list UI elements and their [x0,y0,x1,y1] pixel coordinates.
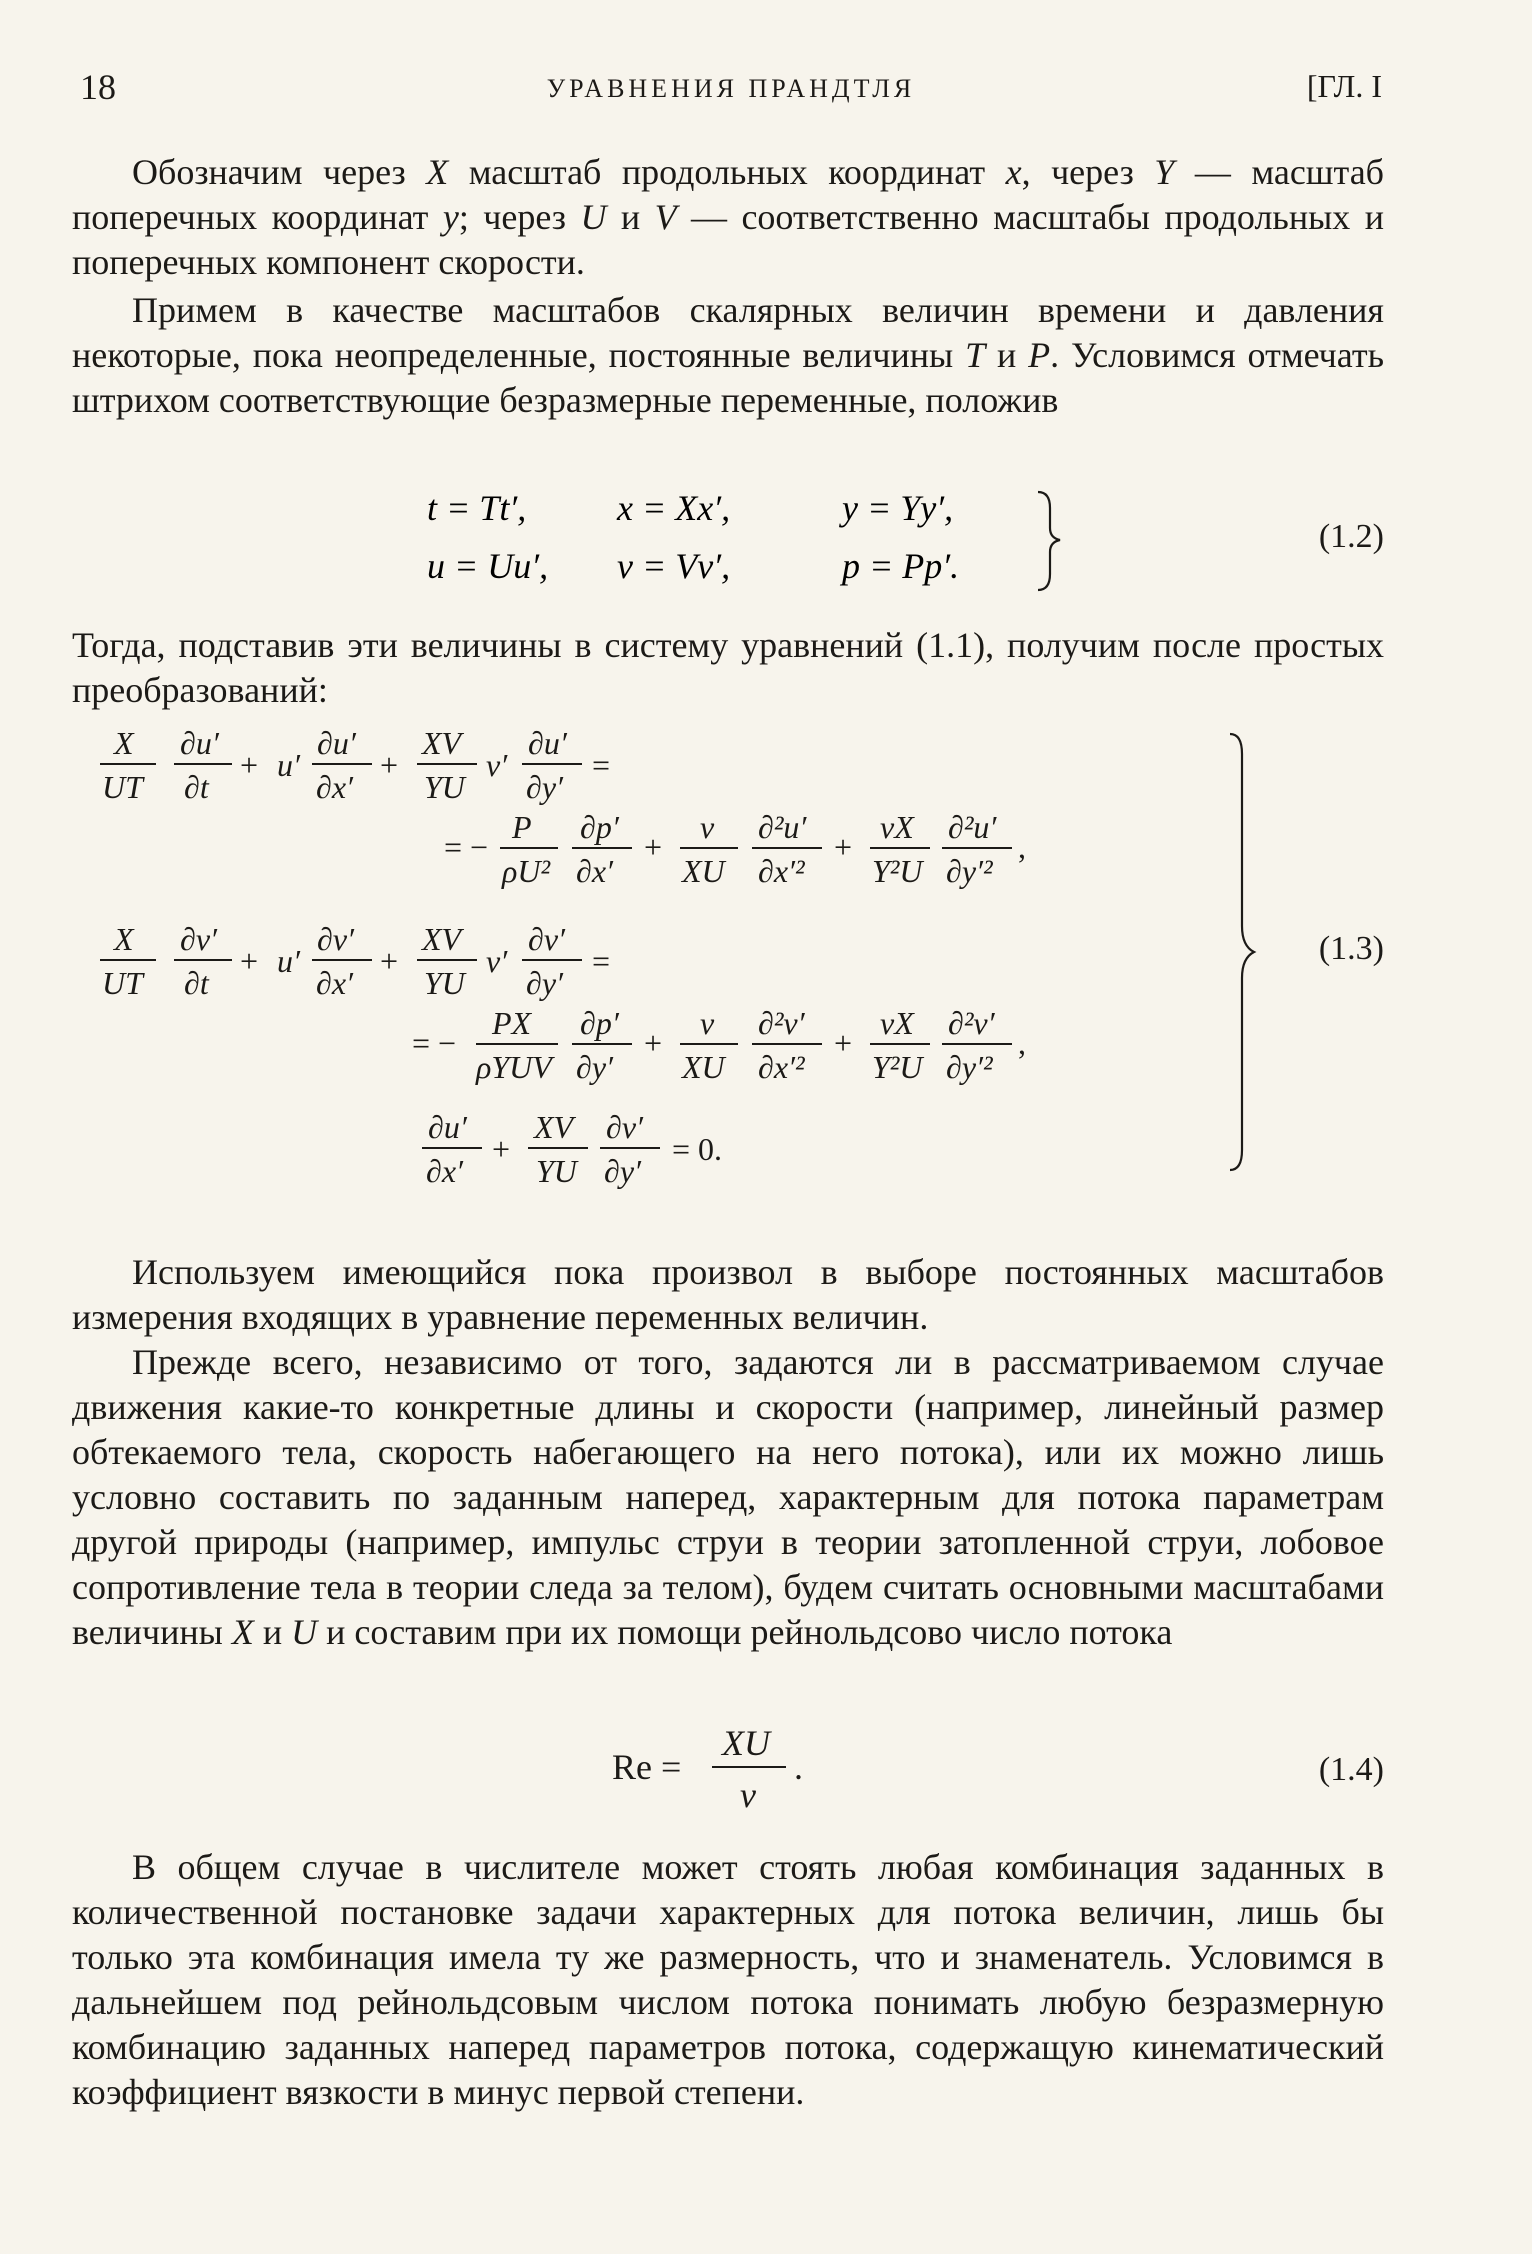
svg-text:∂u′: ∂u′ [528,725,567,761]
svg-text:v′: v′ [486,943,508,979]
running-title: УРАВНЕНИЯ ПРАНДТЛЯ [546,74,916,103]
equation-1-2 [72,478,1384,598]
paragraph-5: Прежде всего, независимо от того, задаются ли в рассматриваемом случае движения какие-то конкретные длины и скорости (например, линейный размер обтекаемого тела, скорость набегающего на него потока), или их можно лишь условно составить по заданным наперед, характерным для потока параметрам другой природы (например, импульс струи в теории затопленной струи, лобовое сопротивление тела в теории следа за телом), будем считать основными масштабами величины X и U и составим при их помощи рейнольдсово число потока [72,1342,1384,1652]
svg-text:+: + [834,829,853,865]
svg-text:+: + [492,1131,511,1167]
equation-number: (1.4) [1318,1751,1384,1788]
svg-text:P: P [512,809,532,845]
eq12-l2-b: v = Vv′, [617,546,731,586]
svg-text:.: . [794,1747,803,1787]
svg-text:XV: XV [422,725,462,761]
svg-text:∂u′: ∂u′ [180,725,219,761]
svg-text:PX: PX [492,1005,532,1041]
svg-text:∂x′: ∂x′ [316,769,354,805]
svg-text:UT: UT [102,965,143,1001]
equation-number: (1.2) [1318,518,1384,555]
chapter-marker: [ГЛ. I [1306,68,1382,104]
svg-text:+: + [834,1025,853,1061]
svg-text:∂x′: ∂x′ [576,853,614,889]
svg-text:νX: νX [880,1005,914,1041]
paragraph-4: Используем имеющийся пока произвол в выборе постоянных масштабов измерения входящих в уравнение переменных величин. [72,1252,1384,1337]
paragraph-2: Примем в качестве масштабов скалярных величин времени и давления некоторые, пока неопределенные, постоянные величины T и P. Условимся отмечать штрихом соответствующие безразмерные переменные, положив [72,290,1384,420]
svg-text:YU: YU [536,1153,577,1189]
svg-text:ρYUV: ρYUV [476,1049,552,1085]
svg-text:+: + [380,943,399,979]
paragraph-1: Обозначим через X масштаб продольных координат x, через Y — масштаб поперечных координат y; через U и V — соответственно масштабы продольных и поперечных компонент скорости. [72,152,1384,282]
svg-text:∂t: ∂t [184,965,209,1001]
svg-text:∂²v′: ∂²v′ [948,1005,995,1041]
svg-text:= 0.: = 0. [672,1131,723,1167]
equation-number: (1.3) [1318,930,1384,967]
eq12-l1-a: t = Tt′, [427,488,527,528]
svg-text:YU: YU [424,965,465,1001]
svg-text:YU: YU [424,769,465,805]
svg-text:+: + [380,747,399,783]
equation-1-3 [72,720,1384,1190]
svg-text:∂v′: ∂v′ [528,921,566,957]
equation-1-4 [72,1715,1384,1825]
svg-text:XU: XU [722,1723,770,1763]
svg-text:ν: ν [700,809,715,845]
eq12-l2-c: p = Pp′. [842,546,960,586]
svg-text:,: , [1018,1025,1026,1061]
equation-1-2-formula [72,478,1384,598]
svg-text:+: + [644,1025,663,1061]
svg-text:XU: XU [682,853,725,889]
svg-text:Y²U: Y²U [872,853,923,889]
svg-text:∂²u′: ∂²u′ [758,809,807,845]
svg-text:∂p′: ∂p′ [580,1005,619,1041]
svg-text:ν: ν [700,1005,715,1041]
svg-text:X: X [114,725,134,761]
svg-text:,: , [1018,829,1026,865]
svg-text:Y²U: Y²U [872,1049,923,1085]
svg-text:XV: XV [534,1109,574,1145]
svg-text:∂²u′: ∂²u′ [948,809,997,845]
eq12-l2-a: u = Uu′, [427,546,549,586]
svg-text:ν: ν [740,1775,756,1815]
svg-text:∂t: ∂t [184,769,209,805]
svg-text:∂y′: ∂y′ [576,1049,614,1085]
svg-text:+: + [240,747,259,783]
svg-text:u′: u′ [277,943,300,979]
svg-text:∂x′²: ∂x′² [758,1049,805,1085]
svg-text:∂²v′: ∂²v′ [758,1005,805,1041]
equation-1-3-formula [72,720,1384,1190]
svg-text:XU: XU [682,1049,725,1085]
svg-text:∂v′: ∂v′ [606,1109,644,1145]
paragraph-6: В общем случае в числителе может стоять любая комбинация заданных в количественной постановке задачи характерных для потока величин, лишь бы только эта комбинация имела ту же размерность, что и знаменатель. Условимся в дальнейшем под рейнольдсовым числом потока понимать любую безразмерную комбинацию заданных наперед параметров потока, содержащую кинематический коэффициент вязкости в минус первой степени. [72,1847,1384,2112]
svg-text:∂u′: ∂u′ [317,725,356,761]
svg-text:UT: UT [102,769,143,805]
svg-text:∂y′²: ∂y′² [946,1049,993,1085]
svg-text:+: + [240,943,259,979]
svg-text:∂y′: ∂y′ [526,965,564,1001]
svg-text:=: = [592,943,611,979]
svg-text:∂x′: ∂x′ [316,965,354,1001]
svg-text:+: + [644,829,663,865]
svg-text:∂p′: ∂p′ [580,809,619,845]
svg-text:∂v′: ∂v′ [180,921,218,957]
svg-text:v′: v′ [486,747,508,783]
svg-text:∂y′: ∂y′ [604,1153,642,1189]
svg-text:= −: = − [412,1025,457,1061]
page-header [80,66,1382,106]
svg-text:∂v′: ∂v′ [317,921,355,957]
page-number: 18 [80,67,116,107]
svg-text:= −: = − [444,829,489,865]
svg-text:=: = [592,747,611,783]
equation-1-4-formula [72,1715,1384,1825]
eq12-l1-b: x = Xx′, [617,488,731,528]
eq12-l1-c: y = Yy′, [842,488,954,528]
svg-text:XV: XV [422,921,462,957]
svg-text:ρU²: ρU² [502,853,551,889]
svg-text:νX: νX [880,809,914,845]
svg-text:∂y′²: ∂y′² [946,853,993,889]
right-brace [1038,492,1060,590]
right-brace [1230,734,1254,1170]
svg-text:u′: u′ [277,747,300,783]
svg-text:∂y′: ∂y′ [526,769,564,805]
svg-text:∂x′: ∂x′ [426,1153,464,1189]
svg-text:Re =: Re = [612,1747,682,1787]
svg-text:∂u′: ∂u′ [428,1109,467,1145]
paragraph-3: Тогда, подставив эти величины в систему уравнений (1.1), получим после простых преобразований: [72,625,1384,710]
svg-text:X: X [114,921,134,957]
svg-text:∂x′²: ∂x′² [758,853,805,889]
